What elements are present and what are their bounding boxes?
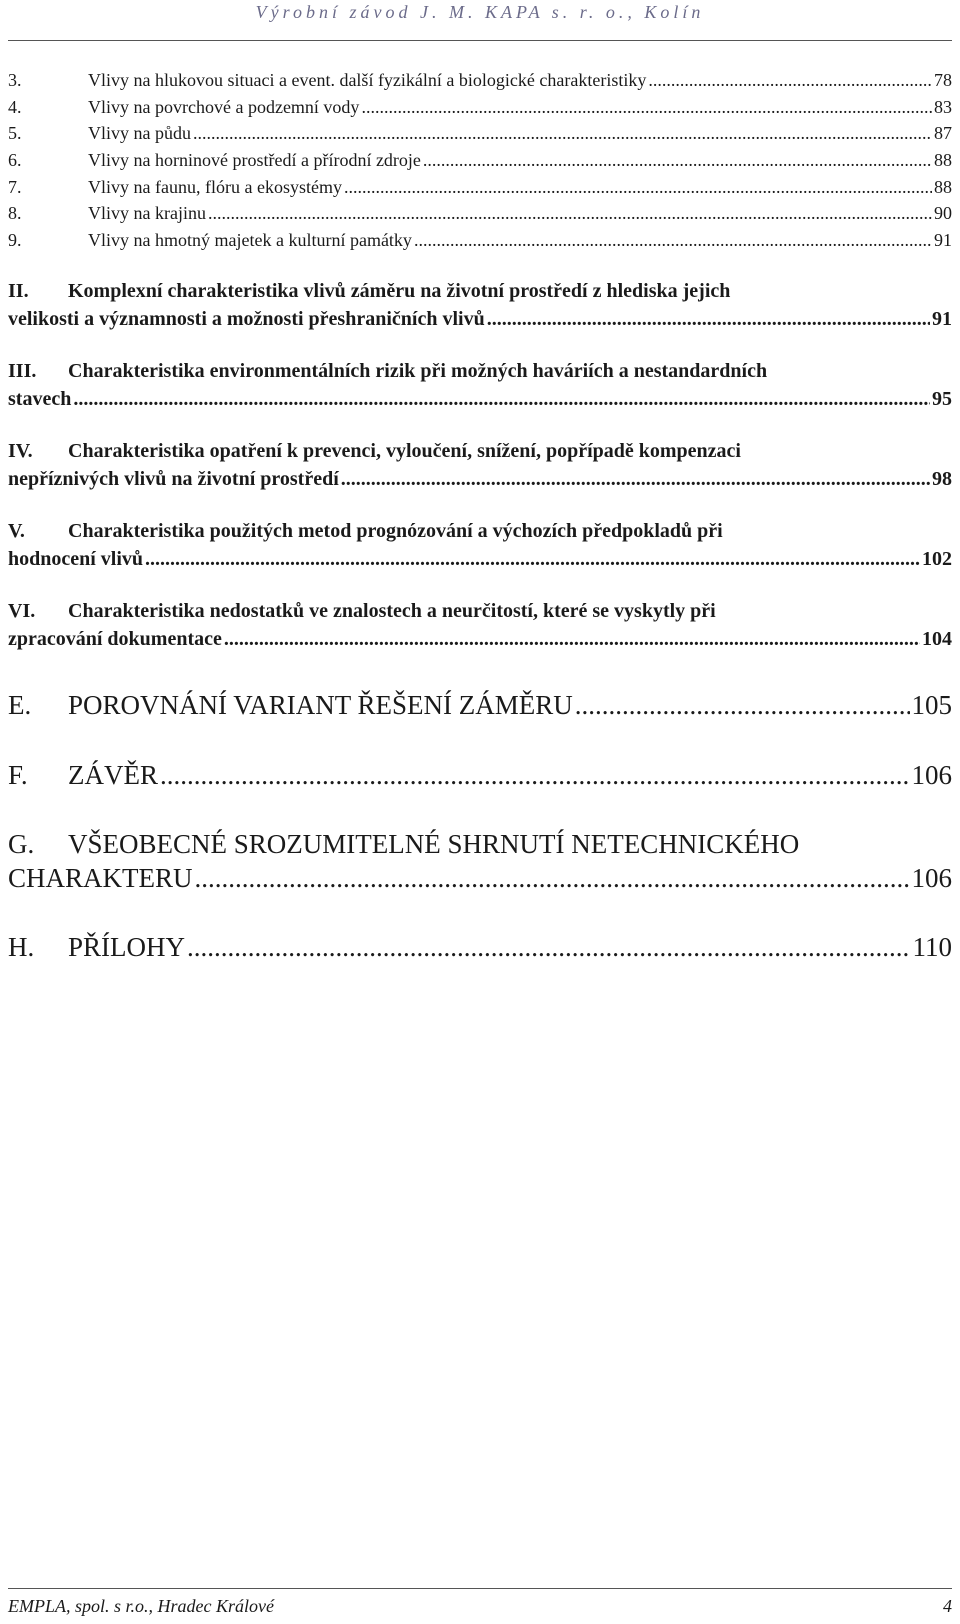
toc-entry-number: 3. (8, 70, 22, 90)
toc-chapter-letter: F. (8, 760, 28, 790)
toc-chapter-page: 106 (911, 863, 952, 893)
toc-entry-page: 91 (934, 230, 952, 250)
footer-rule (8, 1588, 952, 1589)
leader-dots (193, 123, 932, 144)
page-number: 4 (943, 1596, 952, 1616)
toc-section-iii-line1[interactable] (8, 360, 767, 383)
toc-chapter-title-cont: CHARAKTERU (8, 863, 193, 893)
toc-entry-page: 87 (934, 123, 952, 143)
toc-section-page: 91 (932, 308, 952, 330)
toc-section-page: 98 (932, 468, 952, 490)
toc-section-v-line2[interactable] (8, 548, 952, 571)
toc-chapter-e[interactable] (8, 690, 952, 721)
toc-chapter-title: ZÁVĚR (68, 760, 158, 790)
leader-dots (423, 150, 932, 171)
toc-entry-page: 83 (934, 97, 952, 117)
toc-entry-number: 7. (8, 177, 22, 197)
toc-chapter-g-line2[interactable] (8, 863, 952, 894)
toc-entry-number: 5. (8, 123, 22, 143)
toc-section-iv-line1[interactable] (8, 440, 741, 463)
toc-chapter-page: 105 (911, 690, 952, 720)
toc-section-number: V. (8, 520, 25, 542)
footer-company: EMPLA, spol. s r.o., Hradec Králové (8, 1596, 274, 1616)
toc-entry-9[interactable] (8, 230, 952, 251)
toc-section-title: Charakteristika environmentálních rizik při možných haváriích a nestandardních (68, 360, 768, 382)
toc-chapter-title: VŠEOBECNÉ SROZUMITELNÉ SHRNUTÍ NETECHNICKÉHO (68, 829, 800, 859)
leader-dots (145, 548, 920, 571)
toc-entry-5[interactable] (8, 123, 952, 144)
toc-entry-title: Vlivy na horninové prostředí a přírodní zdroje (88, 150, 421, 170)
toc-section-title-cont: stavech (8, 388, 72, 410)
toc-section-vi-line1[interactable] (8, 600, 716, 623)
toc-entry-title: Vlivy na krajinu (88, 203, 206, 223)
toc-entry-number: 6. (8, 150, 22, 170)
header-rule (8, 40, 952, 41)
toc-chapter-title: PŘÍLOHY (68, 932, 186, 962)
leader-dots (208, 203, 932, 224)
toc-entry-title: Vlivy na povrchové a podzemní vody (88, 97, 360, 117)
leader-dots (341, 468, 930, 491)
leader-dots (361, 97, 932, 118)
toc-entry-number: 8. (8, 203, 22, 223)
toc-chapter-letter: H. (8, 932, 35, 962)
toc-entry-page: 78 (934, 70, 952, 90)
toc-section-iv-line2[interactable] (8, 468, 952, 491)
toc-section-vi-line2[interactable] (8, 628, 952, 651)
toc-section-title: Charakteristika opatření k prevenci, vyloučení, snížení, popřípadě kompenzaci (68, 440, 741, 462)
toc-section-page: 95 (932, 388, 952, 410)
leader-dots (160, 760, 910, 791)
toc-section-ii-line2[interactable] (8, 308, 952, 331)
leader-dots (224, 628, 920, 651)
toc-entry-title: Vlivy na hlukovou situaci a event. další fyzikální a biologické charakteristiky (88, 70, 647, 90)
toc-section-number: II. (8, 280, 29, 302)
toc-chapter-letter: G. (8, 829, 35, 859)
leader-dots (648, 70, 932, 91)
toc-chapter-g-line1[interactable] (8, 829, 799, 860)
toc-chapter-f[interactable] (8, 760, 952, 791)
toc-section-number: IV. (8, 440, 33, 462)
toc-section-title-cont: nepříznivých vlivů na životní prostředí (8, 468, 339, 490)
toc-entry-6[interactable] (8, 150, 952, 171)
toc-section-iii-line2[interactable] (8, 388, 952, 411)
toc-entry-title: Vlivy na hmotný majetek a kulturní památky (88, 230, 412, 250)
toc-section-title-cont: velikosti a významnosti a možnosti přeshraničních vlivů (8, 308, 485, 330)
toc-chapter-title: POROVNÁNÍ VARIANT ŘEŠENÍ ZÁMĚRU (68, 690, 573, 720)
toc-entry-page: 90 (934, 203, 952, 223)
toc-entry-number: 4. (8, 97, 22, 117)
toc-entry-page: 88 (934, 150, 952, 170)
toc-section-v-line1[interactable] (8, 520, 723, 543)
toc-chapter-page: 106 (911, 760, 952, 790)
toc-section-title-cont: zpracování dokumentace (8, 628, 222, 650)
toc-section-page: 104 (922, 628, 952, 650)
toc-entry-page: 88 (934, 177, 952, 197)
leader-dots (487, 308, 930, 331)
toc-entry-7[interactable] (8, 177, 952, 198)
toc-section-title: Komplexní charakteristika vlivů záměru na životní prostředí z hlediska jejich (68, 280, 731, 302)
toc-section-title: Charakteristika použitých metod prognózování a výchozích předpokladů při (68, 520, 723, 542)
toc-entry-8[interactable] (8, 203, 952, 224)
leader-dots (195, 863, 910, 894)
toc-chapter-h[interactable] (8, 932, 952, 963)
toc-entry-3[interactable] (8, 70, 952, 91)
running-header: Výrobní závod J. M. KAPA s. r. o., Kolín (255, 2, 705, 22)
toc-section-number: III. (8, 360, 37, 382)
toc-entry-title: Vlivy na faunu, flóru a ekosystémy (88, 177, 342, 197)
toc-chapter-letter: E. (8, 690, 32, 720)
leader-dots (414, 230, 932, 251)
toc-entry-4[interactable] (8, 97, 952, 118)
leader-dots (344, 177, 932, 198)
toc-section-title-cont: hodnocení vlivů (8, 548, 144, 570)
toc-section-number: VI. (8, 600, 36, 622)
leader-dots (575, 690, 910, 721)
leader-dots (187, 932, 910, 963)
running-footer (8, 1596, 952, 1617)
toc-section-page: 102 (922, 548, 952, 570)
toc-section-ii-line1[interactable] (8, 280, 730, 303)
toc-entry-number: 9. (8, 230, 22, 250)
toc-entry-title: Vlivy na půdu (88, 123, 191, 143)
leader-dots (73, 388, 930, 411)
toc-section-title: Charakteristika nedostatků ve znalostech a neurčitostí, které se vyskytly při (68, 600, 716, 622)
toc-chapter-page: 110 (912, 932, 952, 962)
